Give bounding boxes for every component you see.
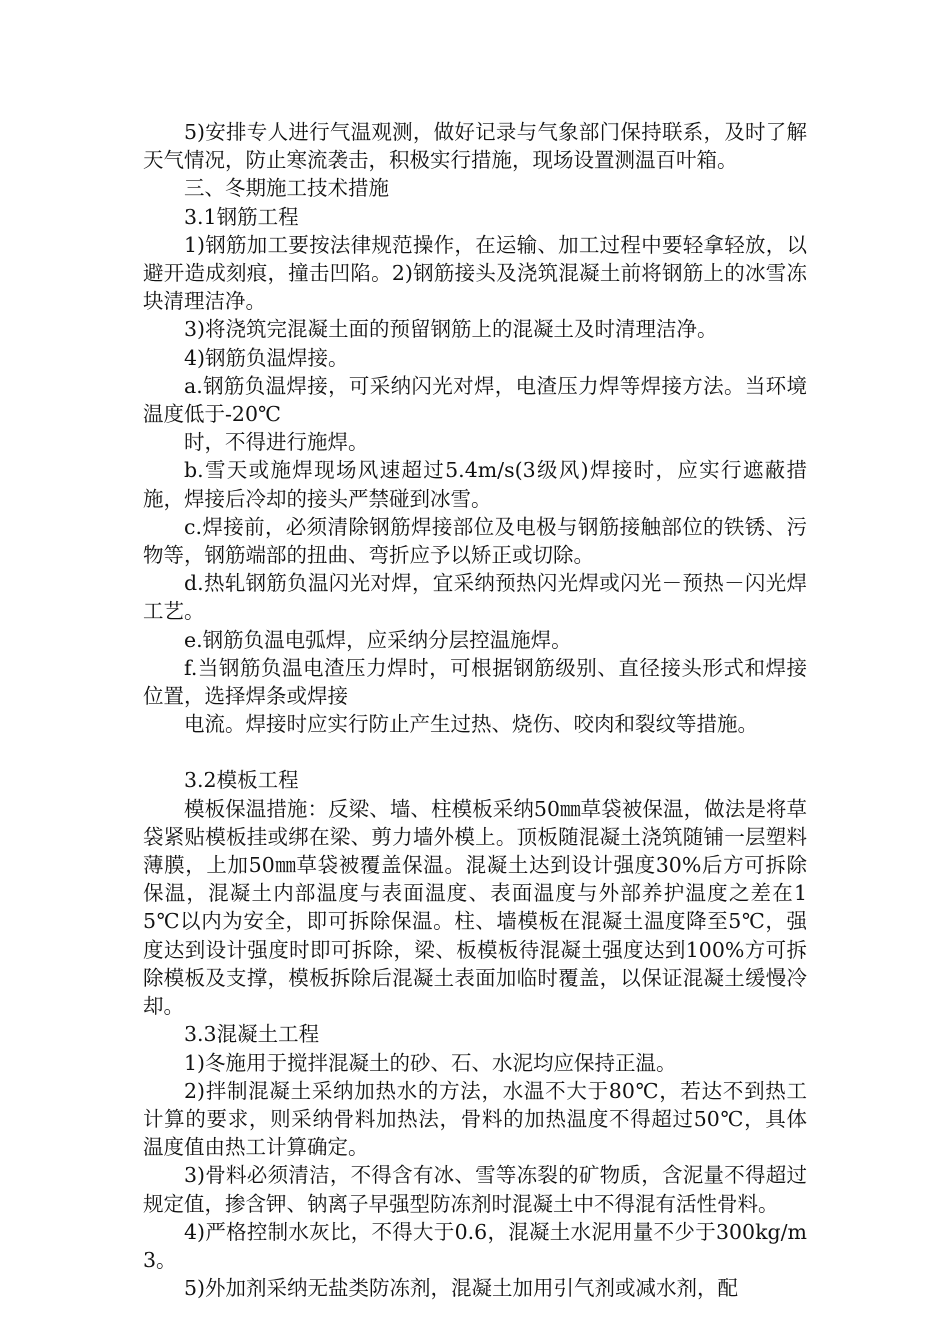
paragraph-rebar-4f: f.当钢筋负温电渣压力焊时，可根据钢筋级别、直径接头形式和焊接位置，选择焊条或焊接 <box>143 655 807 709</box>
paragraph-concrete-3: 3)骨料必须清洁，不得含有冰、雪等冻裂的矿物质，含泥量不得超过规定值，掺含钾、钠离子早强型防冻剂时混凝土中不得混有活性骨料。 <box>143 1163 807 1216</box>
paragraph-concrete-2: 2)拌制混凝土采纳加热水的方法，水温不大于80℃，若达不到热工计算的要求，则采纳骨料加热法，骨料的加热温度不得超过50℃，具体温度值由热工计算确定。 <box>143 1078 807 1160</box>
paragraph-formwork-insulation: 模板保温措施：反梁、墙、柱模板采纳50㎜草袋被保温，做法是将草袋紧贴模板挂或绑在梁、剪力墙外模上。顶板随混凝土浇筑随铺一层塑料薄膜，上加50㎜草袋被覆盖保温。混凝土达到设计强度30%后方可拆除保温，混凝土内部温度与表面温度、表面温度与外部养护温度之差在15℃以内为安全，即可拆除保温。柱、墙模板在混凝土温度降至5℃，强度达到设计强度时即可拆除，梁、板模板待混凝土强度达到100%方可拆除模板及支撑，模板拆除后混凝土表面加临时覆盖，以保证混凝土缓慢冷却。 <box>143 796 807 1019</box>
paragraph-rebar-1-2: 1)钢筋加工要按法律规范操作，在运输、加工过程中要轻拿轻放，以避开造成刻痕，撞击凹陷。2)钢筋接头及浇筑混凝土前将钢筋上的冰雪冻块清理洁净。 <box>143 232 807 314</box>
paragraph-rebar-4a-cont: 时，不得进行施焊。 <box>184 430 369 455</box>
paragraph-concrete-5: 5)外加剂采纳无盐类防冻剂，混凝土加用引气剂或减水剂，配 <box>184 1276 739 1301</box>
paragraph-rebar-4d: d.热轧钢筋负温闪光对焊，宜采纳预热闪光焊或闪光－预热－闪光焊工艺。 <box>143 571 807 624</box>
subsection-heading-concrete: 3.3混凝土工程 <box>184 1022 320 1047</box>
section-heading-winter-measures: 三、冬期施工技术措施 <box>184 176 389 201</box>
paragraph-rebar-4: 4)钢筋负温焊接。 <box>184 345 349 370</box>
paragraph-rebar-4e: e.钢筋负温电弧焊，应采纳分层控温施焊。 <box>184 627 572 652</box>
paragraph-rebar-4f-cont: 电流。焊接时应实行防止产生过热、烧伤、咬肉和裂纹等措施。 <box>184 712 758 737</box>
document-body <box>143 118 807 1302</box>
subsection-heading-formwork: 3.2模板工程 <box>184 768 299 793</box>
paragraph-concrete-1: 1)冬施用于搅拌混凝土的砂、石、水泥均应保持正温。 <box>184 1050 677 1075</box>
paragraph-spacer <box>143 738 807 766</box>
paragraph-rebar-4b: b.雪天或施焊现场风速超过5.4m/s(3级风)焊接时，应实行遮蔽措施，焊接后冷却的接头严禁碰到冰雪。 <box>143 458 807 511</box>
paragraph-rebar-4c: c.焊接前，必须清除钢筋焊接部位及电极与钢筋接触部位的铁锈、污物等，钢筋端部的扭曲、弯折应予以矫正或切除。 <box>143 514 807 568</box>
paragraph-rebar-3: 3)将浇筑完混凝土面的预留钢筋上的混凝土及时清理洁净。 <box>184 317 718 342</box>
paragraph-rebar-4a: a.钢筋负温焊接，可采纳闪光对焊，电渣压力焊等焊接方法。当环境温度低于-20℃ <box>143 373 807 427</box>
paragraph-concrete-4: 4)严格控制水灰比，不得大于0.6，混凝土水泥用量不少于300kg/m3。 <box>143 1219 807 1272</box>
subsection-heading-rebar: 3.1钢筋工程 <box>184 204 299 229</box>
paragraph-weather-observation: 5)安排专人进行气温观测，做好记录与气象部门保持联系，及时了解天气情况，防止寒流袭击，积极实行措施，现场设置测温百叶箱。 <box>143 120 807 173</box>
